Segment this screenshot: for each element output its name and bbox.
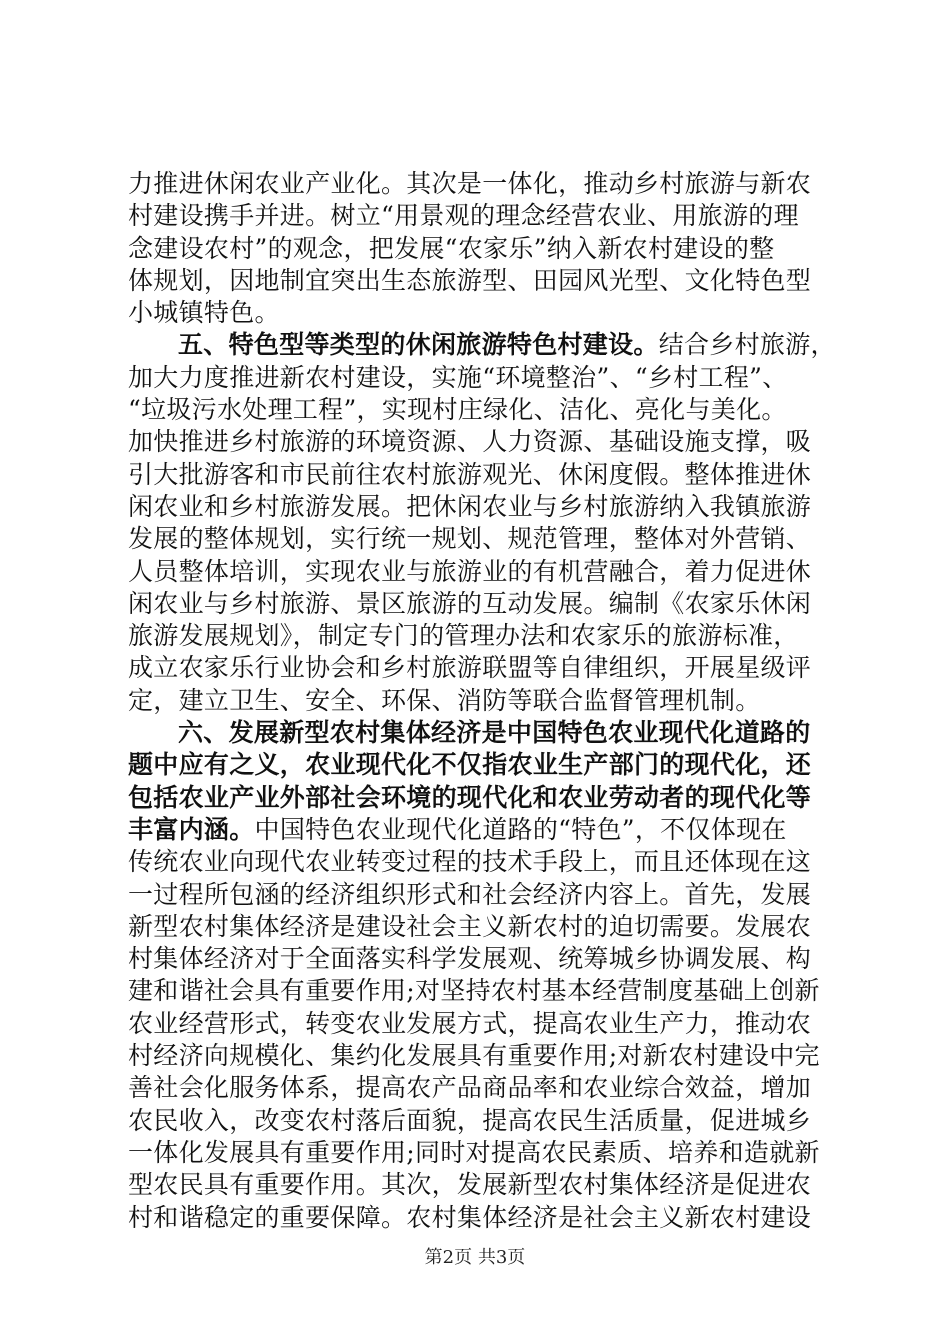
text-line: 小城镇特色。 bbox=[128, 298, 280, 328]
text-line: 旅游发展规划》，制定专门的管理办法和农家乐的旅游标准， bbox=[128, 621, 799, 651]
section-heading-five: 五、特色型等类型的休闲旅游特色村建设。 bbox=[178, 330, 659, 360]
paragraph-first-line bbox=[128, 329, 836, 361]
text-line: 农业经营形式，转变农业发展方式，提高农业生产力，推动农 bbox=[128, 1008, 812, 1038]
text-line: 定，建立卫生、安全、环保、消防等联合监督管理机制。 bbox=[128, 685, 761, 715]
heading-line: 题中应有之义，农业现代化不仅指农业生产部门的现代化，还 bbox=[128, 750, 812, 780]
text-line: 建和谐社会具有重要作用;对坚持农村基本经营制度基础上创新 bbox=[128, 976, 820, 1006]
text-line: 村建设携手并进。树立“用景观的理念经营农业、用旅游的理 bbox=[128, 201, 799, 231]
page-footer bbox=[0, 1246, 950, 1270]
text-line: 闲农业和乡村旅游发展。把休闲农业与乡村旅游纳入我镇旅游 bbox=[128, 491, 812, 521]
heading-line: 包括农业产业外部社会环境的现代化和农业劳动者的现代化等 bbox=[128, 782, 812, 812]
text-line: “垃圾污水处理工程”，实现村庄绿化、洁化、亮化与美化。 bbox=[128, 395, 787, 425]
document-body bbox=[128, 168, 836, 1234]
text-line: 村集体经济对于全面落实科学发展观、统筹城乡协调发展、构 bbox=[128, 944, 812, 974]
text-line: 村和谐稳定的重要保障。农村集体经济是社会主义新农村建设 bbox=[128, 1202, 812, 1232]
heading-run: 丰富内涵。 bbox=[128, 814, 255, 844]
text-line: 念建设农村”的观念，把发展“农家乐”纳入新农村建设的整 bbox=[128, 233, 775, 263]
text-line: 传统农业向现代农业转变过程的技术手段上，而且还体现在这 bbox=[128, 847, 812, 877]
text-line: 发展的整体规划，实行统一规划、规范管理，整体对外营销、 bbox=[128, 524, 812, 554]
text-line: 农民收入，改变农村落后面貌，提高农民生活质量，促进城乡 bbox=[128, 1105, 812, 1135]
section-heading-six: 六、发展新型农村集体经济是中国特色农业现代化道路的 bbox=[178, 718, 811, 748]
text-line: 人员整体培训，实现农业与旅游业的有机营融合，着力促进休 bbox=[128, 556, 812, 586]
text-line: 村经济向规模化、集约化发展具有重要作用;对新农村建设中完 bbox=[128, 1041, 820, 1071]
text-line: 力推进休闲农业产业化。其次是一体化，推动乡村旅游与新农 bbox=[128, 169, 812, 198]
text-line: 闲农业与乡村旅游、景区旅游的互动发展。编制《农家乐休闲 bbox=[128, 588, 812, 618]
text-line: 型农民具有重要作用。其次，发展新型农村集体经济是促进农 bbox=[128, 1170, 812, 1200]
text-run: 结合乡村旅游， bbox=[658, 330, 836, 360]
text-line: 加快推进乡村旅游的环境资源、人力资源、基础设施支撑，吸 bbox=[128, 427, 812, 457]
text-line: 体规划，因地制宜突出生态旅游型、田园风光型、文化特色型 bbox=[128, 265, 812, 295]
text-line: 成立农家乐行业协会和乡村旅游联盟等自律组织，开展星级评 bbox=[128, 653, 812, 683]
text-line: 一过程所包涵的经济组织形式和社会经济内容上。首先，发展 bbox=[128, 879, 812, 909]
text-line: 一体化发展具有重要作用;同时对提高农民素质、培养和造就新 bbox=[128, 1137, 820, 1167]
text-line: 新型农村集体经济是建设社会主义新农村的迫切需要。发展农 bbox=[128, 911, 812, 941]
text-line: 加大力度推进新农村建设，实施“环境整治”、“乡村工程”、 bbox=[128, 362, 788, 392]
page-number-label: 第2页 共3页 bbox=[424, 1247, 526, 1268]
text-run: 中国特色农业现代化道路的“特色”，不仅体现在 bbox=[254, 814, 787, 844]
text-line: 引大批游客和市民前往农村旅游观光、休闲度假。整体推进休 bbox=[128, 459, 812, 489]
text-line: 善社会化服务体系，提高农产品商品率和农业综合效益，增加 bbox=[128, 1073, 812, 1103]
paragraph-line-mixed bbox=[128, 814, 833, 846]
